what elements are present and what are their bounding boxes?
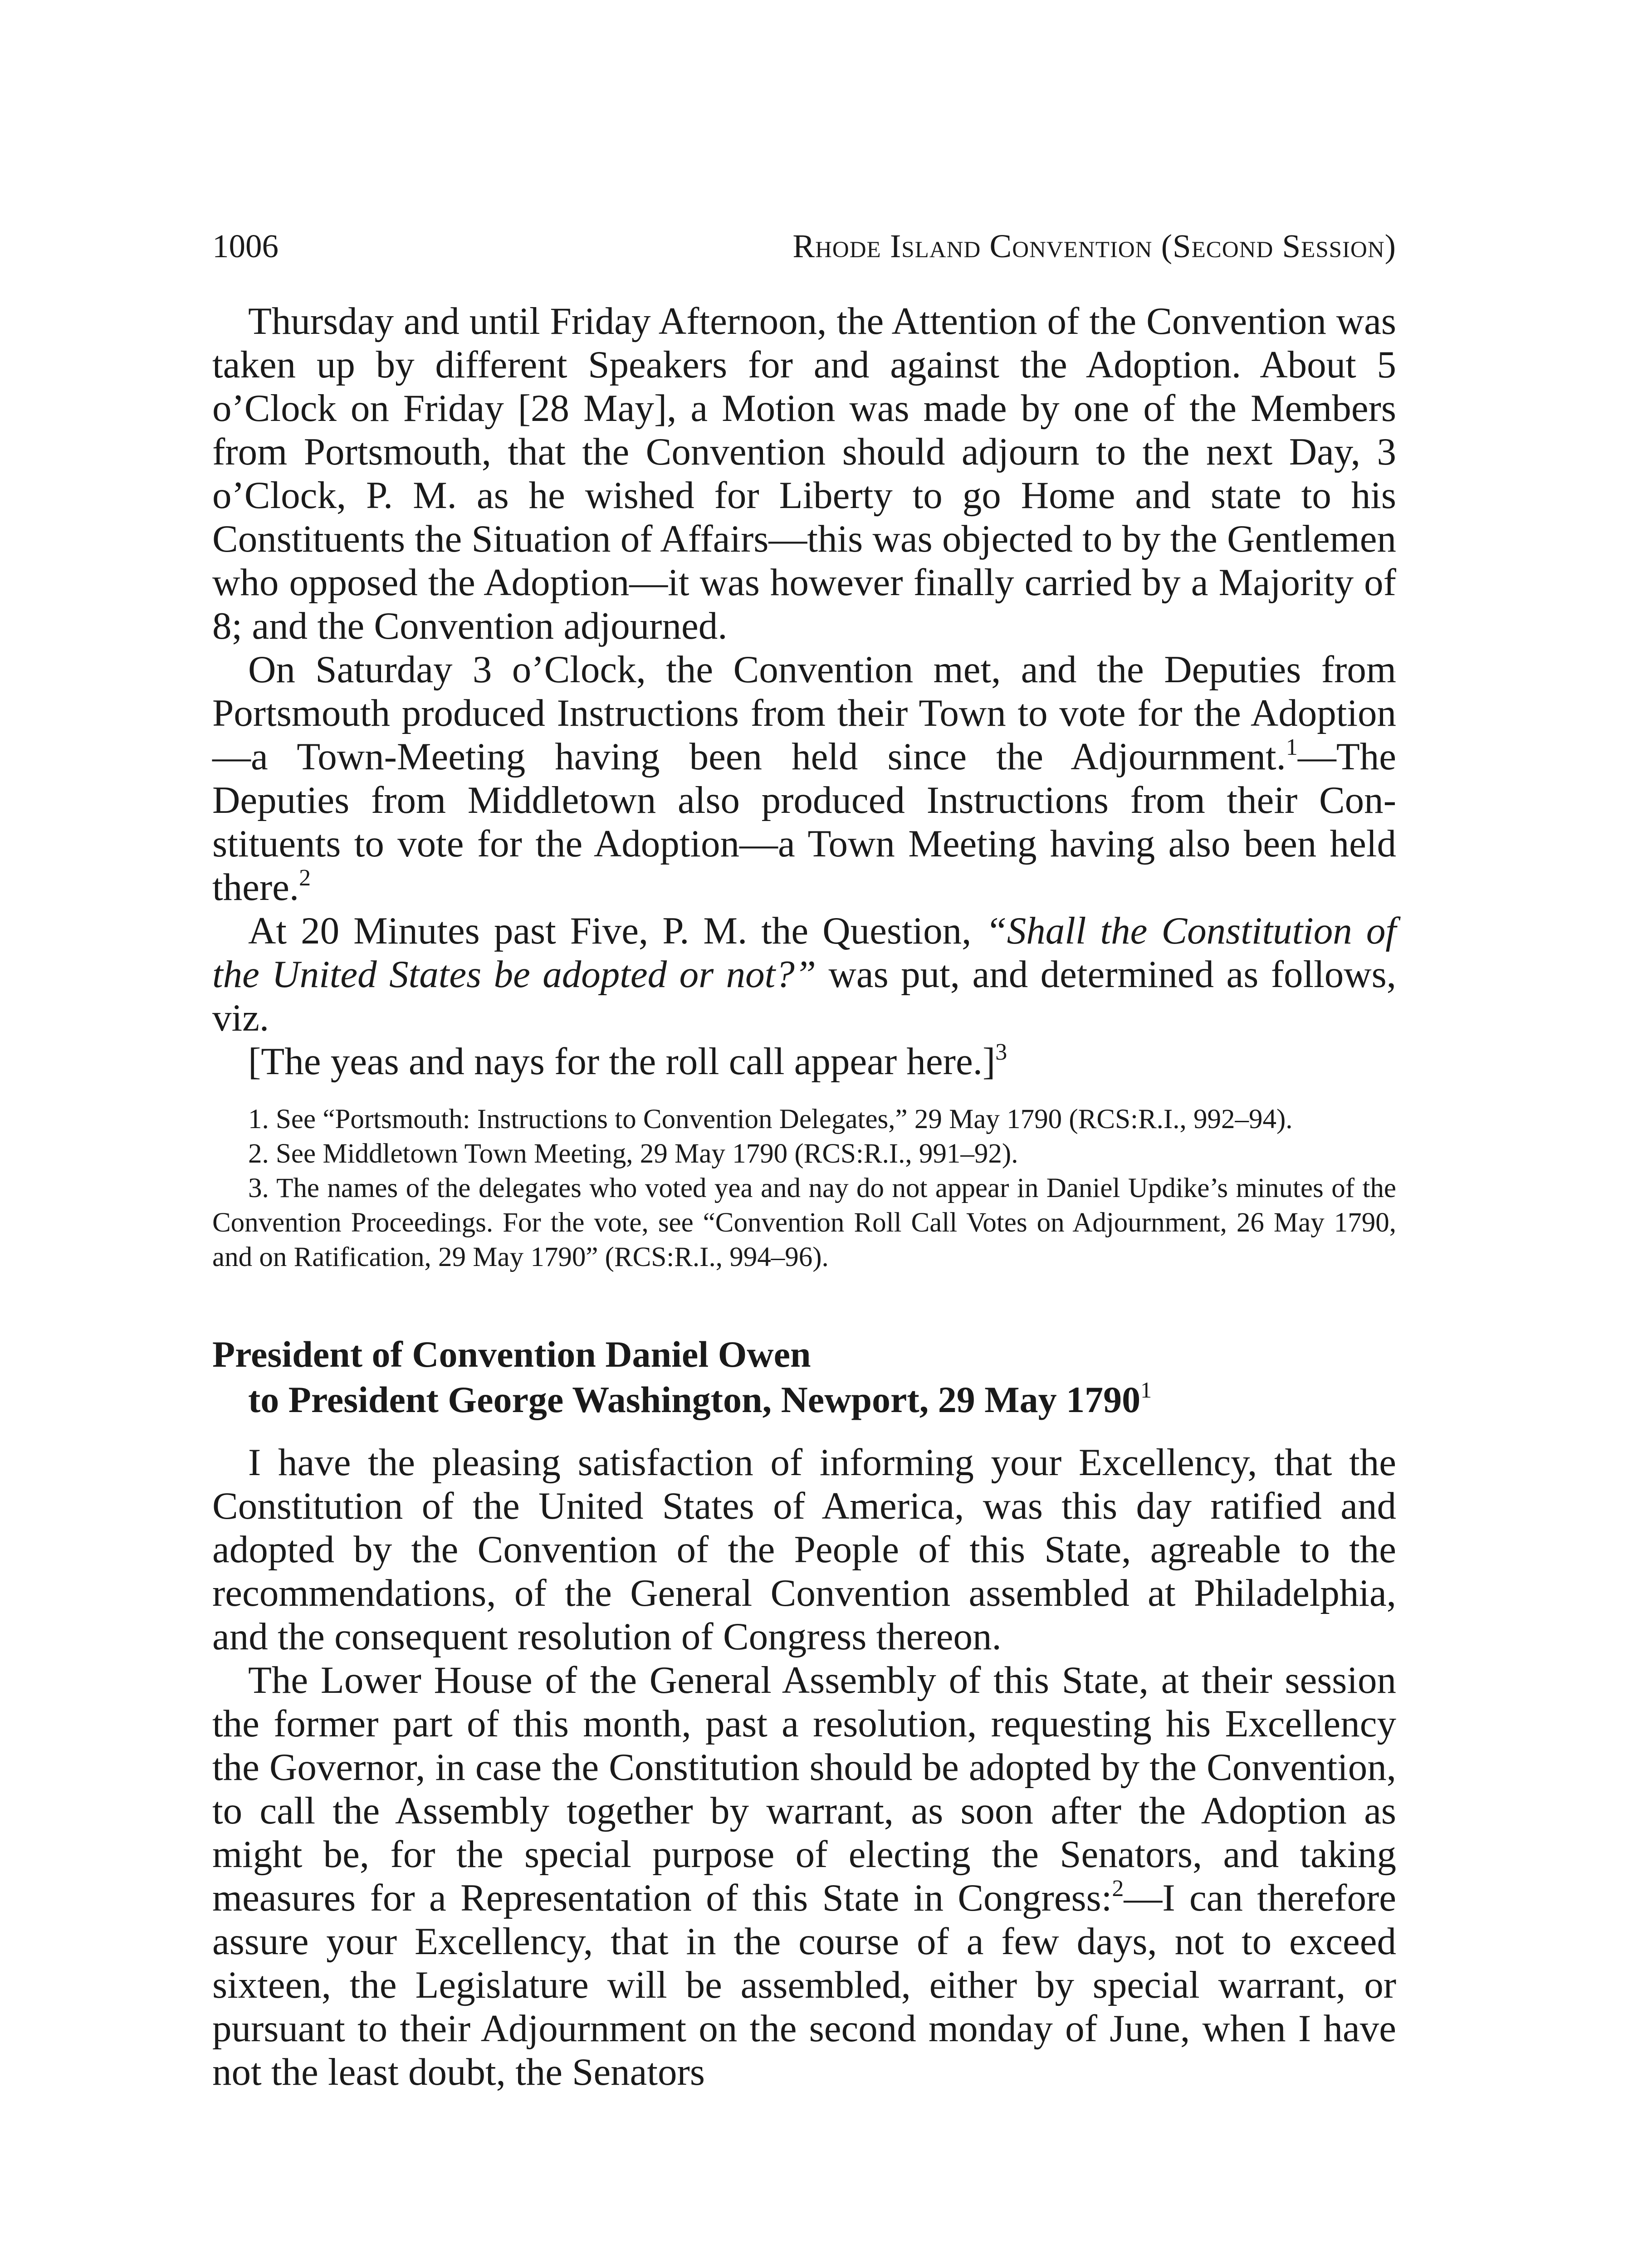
footnote-reference: 2 <box>1112 1876 1124 1901</box>
page-body <box>212 299 1396 2094</box>
letter-heading <box>212 1332 1396 1422</box>
footnote: 2. See Middletown Town Meeting, 29 May 1790 (RCS:R.I., 991–92). <box>248 1139 1018 1169</box>
letter-paragraph: The Lower House of the General Assembly of this State, at their session the former part of this month, past a resolution, requesting his Excellency the Governor, in case the Constitution should be adopted by the Convention, to call the Assembly together by warrant, as soon after the Adoption as might be, for the special purpose of electing the Senators, and taking measures for a Representation of this State in Congress:$^2$—I can therefore assure your Excellency, that in the course of a few days, not to exceed sixteen, the Legislature will be assembled, either by special warrant, or pursuant to their Adjournment on the second monday of June, when I have not the least doubt, the Senators <box>212 1659 1396 2093</box>
footnotes <box>212 1102 1396 1275</box>
page-number: 1006 <box>212 228 279 264</box>
running-title: Rhode Island Convention (Second Session) <box>792 228 1396 264</box>
paragraph: [The yeas and nays for the roll call appear here.]$^3$ <box>248 1039 1007 1083</box>
letter-heading-line: to President George Washington, Newport, 29 May 1790$^1$ <box>248 1377 1152 1420</box>
footnote: 1. See “Portsmouth: Instructions to Convention Delegates,” 29 May 1790 (RCS:R.I., 992–94). <box>248 1104 1293 1134</box>
footnote-reference: 3 <box>995 1039 1007 1065</box>
footnote-reference: 2 <box>299 865 311 891</box>
footnote: 3. The names of the delegates who voted yea and nay do not appear in Daniel Updike’s minutes of the Convention Proceedings. For the vote, see “Convention Roll Call Votes on Adjournment, 26 May 1790, and on Ratification, 29 May 1790” (RCS:R.I., 994–96). <box>212 1173 1396 1272</box>
quoted-question: “Shall the Constitution of the United States be adopted or not?” <box>212 909 1396 996</box>
running-header <box>212 221 1396 271</box>
footnote-reference: 1 <box>1140 1377 1152 1403</box>
paragraph: At 20 Minutes past Five, P. M. the Question, “Shall the Constitution of the United States be adopted or not?” was put, and determined as follows, viz. <box>212 909 1396 1039</box>
paragraph: On Saturday 3 o’Clock, the Convention met, and the Deputies from Portsmouth produced Instructions from their Town to vote for the Adoption—a Town-Meeting having been held since the Adjournment.$^1$—The Deputies from Middletown also produced Instructions from their Constituents to vote for the Adoption—a Town Meeting having also been held there.$^2$ <box>212 648 1396 909</box>
paragraph: Thursday and until Friday Afternoon, the Attention of the Convention was taken up by different Speakers for and against the Adoption. About 5 o’Clock on Friday [28 May], a Motion was made by one of the Members from Portsmouth, that the Convention should adjourn to the next Day, 3 o’Clock, P. M. as he wished for Liberty to go Home and state to his Constituents the Situation of Affairs—this was objected to by the Gentlemen who opposed the Adoption—it was however finally carried by a Majority of 8; and the Convention adjourned. <box>212 300 1396 647</box>
letter-heading-line: President of Convention Daniel Owen <box>212 1334 811 1375</box>
letter-paragraph: I have the pleasing satisfaction of informing your Excellency, that the Constitution of the United States of America, was this day ratified and adopted by the Convention of the People of this State, agreable to the recommendations, of the General Convention assembled at Philadelphia, and the consequent resolution of Congress thereon. <box>212 1441 1396 1658</box>
footnote-reference: 1 <box>1286 734 1298 760</box>
